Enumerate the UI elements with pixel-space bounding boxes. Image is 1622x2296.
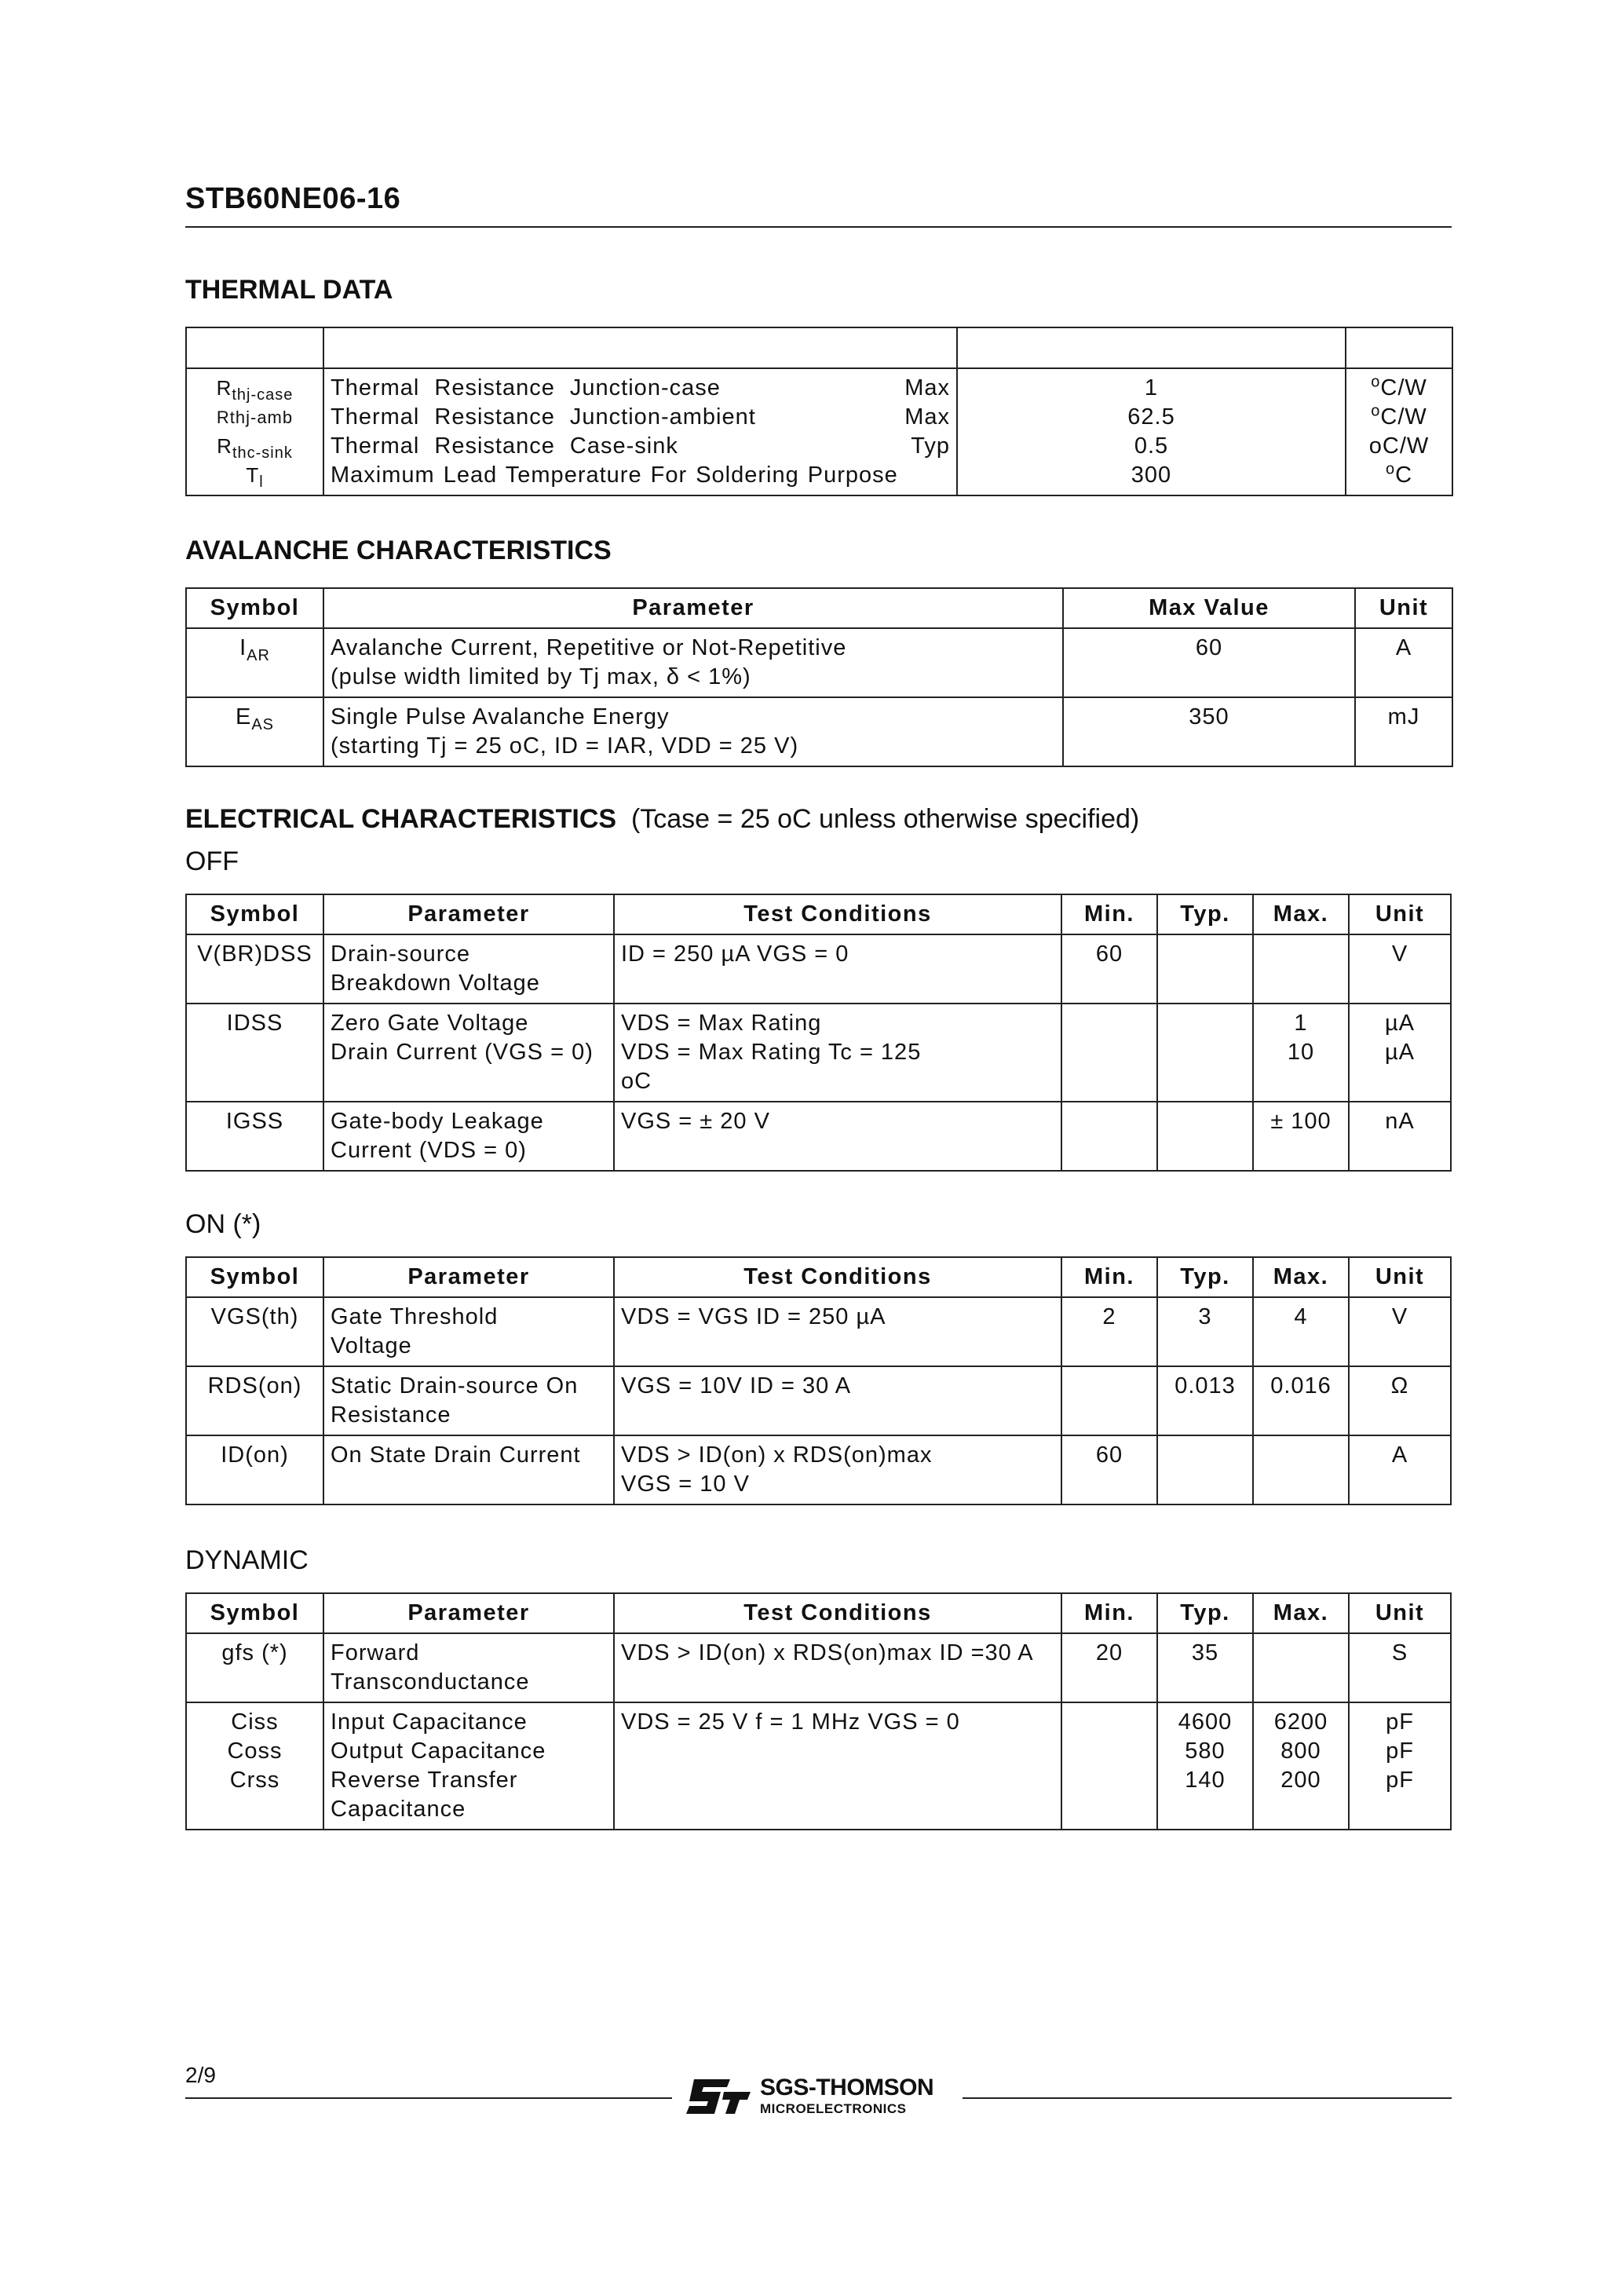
thermal-symbols: $R_{thj-case}$ Rthj-amb $R_{thc-sink}$ $T_l$ [186,368,323,495]
conditions-cell: VDS > ID(on) x RDS(on)max VGS = 10 V [614,1435,1061,1504]
col-header-min: Min. [1061,894,1157,934]
col-header-symbol: Symbol [186,1593,323,1633]
thermal-header-cell [1346,327,1452,368]
thermal-values: 1 62.5 0.5 300 [957,368,1346,495]
min-cell: 2 [1061,1297,1157,1366]
table-row: $I_{AR}$ Avalanche Current, Repetitive or Not-Repetitive (pulse width limited by Tj max, δ < 1%) 60 A [186,628,1452,697]
min-cell: 20 [1061,1633,1157,1702]
conditions-cell: VDS = VGS ID = 250 µA [614,1297,1061,1366]
symbol-line: RDS(on) [207,1373,302,1398]
thermal-header-cell [186,327,323,368]
parameter-cell: Static Drain-source On Resistance [323,1366,614,1435]
max-cell [1253,934,1349,1004]
off-subsection-label: OFF [185,846,239,876]
parameter-cell: Input Capacitance Output Capacitance Reverse Transfer Capacitance [323,1702,614,1830]
typ-cell: 0.013 [1157,1366,1253,1435]
typ-cell: 3 [1157,1297,1253,1366]
parameter-cell: Drain-source Breakdown Voltage [323,934,614,1004]
conditions-cell: VDS = Max Rating VDS = Max Rating Tc = 125 oC [614,1004,1061,1102]
thermal-parameters: Thermal Resistance Junction-case Max Thermal Resistance Junction-ambient Max Thermal Resistance Case-sink Typ Maximum Lead Temperature For Soldering Purpose [323,368,957,495]
unit-cell: nA [1349,1102,1451,1171]
conditions-cell: VDS > ID(on) x RDS(on)max ID =30 A [614,1633,1061,1702]
off-table [185,894,1452,1172]
avalanche-section-title: AVALANCHE CHARACTERISTICS [185,536,612,565]
col-header-unit: Unit [1349,894,1451,934]
symbol-line: gfs (*) [221,1640,288,1665]
symbol-cell [186,1297,323,1366]
header-rule [185,226,1452,228]
dynamic-subsection-label: DYNAMIC [185,1545,309,1575]
st-logo-icon [683,2078,752,2115]
min-cell: 60 [1061,934,1157,1004]
min-cell [1061,1004,1157,1102]
typ-cell [1157,1435,1253,1504]
conditions-cell: ID = 250 µA VGS = 0 [614,934,1061,1004]
min-cell [1061,1702,1157,1830]
electrical-conditions-note: (Tcase = 25 oC unless otherwise specified) [630,804,1140,834]
page-number: 2/9 [185,2063,216,2087]
col-header-unit: Unit [1349,1257,1451,1297]
min-cell [1061,1102,1157,1171]
table-row [186,934,1451,1004]
col-header-test-conditions: Test Conditions [614,1593,1061,1633]
col-header-min: Min. [1061,1257,1157,1297]
table-row [186,1297,1451,1366]
typ-cell [1157,1004,1253,1102]
typ-cell [1157,934,1253,1004]
max-cell: ± 100 [1253,1102,1349,1171]
max-cell: 4 [1253,1297,1349,1366]
col-header-typ: Typ. [1157,894,1253,934]
on-subsection-label: ON (*) [185,1209,261,1239]
unit-cell: A [1349,1435,1451,1504]
col-header-parameter: Parameter [323,1257,614,1297]
footer-rule-right [963,2097,1452,2099]
unit-cell: µA µA [1349,1004,1451,1102]
col-header-symbol: Symbol [186,894,323,934]
parameter-cell: Gate Threshold Voltage [323,1297,614,1366]
typ-cell: 35 [1157,1633,1253,1702]
typ-cell [1157,1102,1253,1171]
max-cell: 6200 800 200 [1253,1702,1349,1830]
table-row [186,1633,1451,1702]
col-header-test-conditions: Test Conditions [614,894,1061,934]
conditions-cell: VGS = ± 20 V [614,1102,1061,1171]
table-row [186,1435,1451,1504]
parameter-cell: On State Drain Current [323,1435,614,1504]
symbol-line: IDSS [226,1011,283,1036]
parameter-cell: Gate-body Leakage Current (VDS = 0) [323,1102,614,1171]
electrical-section-title: ELECTRICAL CHARACTERISTICS (Tcase = 25 oC unless otherwise specified) [185,804,1140,834]
parameter-cell: Zero Gate Voltage Drain Current (VGS = 0) [323,1004,614,1102]
table-row [186,1102,1451,1171]
symbol-line: VGS(th) [210,1304,299,1329]
col-header-max-value: Max Value [1063,588,1355,628]
thermal-header-cell [323,327,957,368]
table-row [186,1004,1451,1102]
symbol-line: Coss [227,1738,283,1764]
max-cell [1253,1435,1349,1504]
col-header-typ: Typ. [1157,1593,1253,1633]
unit-cell: pF pF pF [1349,1702,1451,1830]
col-header-test-conditions: Test Conditions [614,1257,1061,1297]
table-row: $E_{AS}$ Single Pulse Avalanche Energy (starting Tj = 25 oC, ID = IAR, VDD = 25 V) 350 mJ [186,697,1452,766]
symbol-line: IGSS [225,1109,284,1134]
symbol-line: Crss [229,1768,280,1793]
symbol-cell [186,1702,323,1830]
col-header-unit: Unit [1355,588,1452,628]
col-header-unit: Unit [1349,1593,1451,1633]
max-cell: 0.016 [1253,1366,1349,1435]
min-cell [1061,1366,1157,1435]
on-table [185,1256,1452,1505]
footer-rule-left [185,2097,672,2099]
conditions-cell: VGS = 10V ID = 30 A [614,1366,1061,1435]
thermal-section-title: THERMAL DATA [185,275,393,305]
table-row [186,1702,1451,1830]
symbol-line: V(BR)DSS [197,941,312,967]
thermal-table [185,327,1453,496]
col-header-parameter: Parameter [323,894,614,934]
symbol-cell [186,934,323,1004]
symbol-cell [186,1366,323,1435]
brand-subtitle: MICROELECTRONICS [760,2101,907,2116]
col-header-typ: Typ. [1157,1257,1253,1297]
thermal-units: $^o$C/W $^o$C/W oC/W $^o$C [1346,368,1452,495]
symbol-cell [186,1633,323,1702]
col-header-min: Min. [1061,1593,1157,1633]
conditions-cell: VDS = 25 V f = 1 MHz VGS = 0 [614,1702,1061,1830]
col-header-parameter: Parameter [323,588,1063,628]
col-header-parameter: Parameter [323,1593,614,1633]
col-header-symbol: Symbol [186,1257,323,1297]
unit-cell: V [1349,1297,1451,1366]
part-number-title: STB60NE06-16 [185,182,401,215]
unit-cell: S [1349,1633,1451,1702]
max-cell: 1 10 [1253,1004,1349,1102]
table-row [186,1366,1451,1435]
unit-cell: V [1349,934,1451,1004]
symbol-line: Ciss [231,1709,279,1735]
thermal-header-cell [957,327,1346,368]
symbol-cell [186,1004,323,1102]
min-cell: 60 [1061,1435,1157,1504]
symbol-cell [186,1102,323,1171]
col-header-max: Max. [1253,1593,1349,1633]
parameter-cell: Forward Transconductance [323,1633,614,1702]
brand-name: SGS-THOMSON [760,2075,934,2100]
typ-cell: 4600 580 140 [1157,1702,1253,1830]
col-header-max: Max. [1253,1257,1349,1297]
sgs-thomson-logo [683,2073,950,2120]
dynamic-table [185,1592,1452,1830]
avalanche-table [185,587,1453,767]
col-header-max: Max. [1253,894,1349,934]
unit-cell: Ω [1349,1366,1451,1435]
symbol-cell [186,1435,323,1504]
col-header-symbol: Symbol [186,588,323,628]
max-cell [1253,1633,1349,1702]
symbol-line: ID(on) [221,1442,289,1468]
